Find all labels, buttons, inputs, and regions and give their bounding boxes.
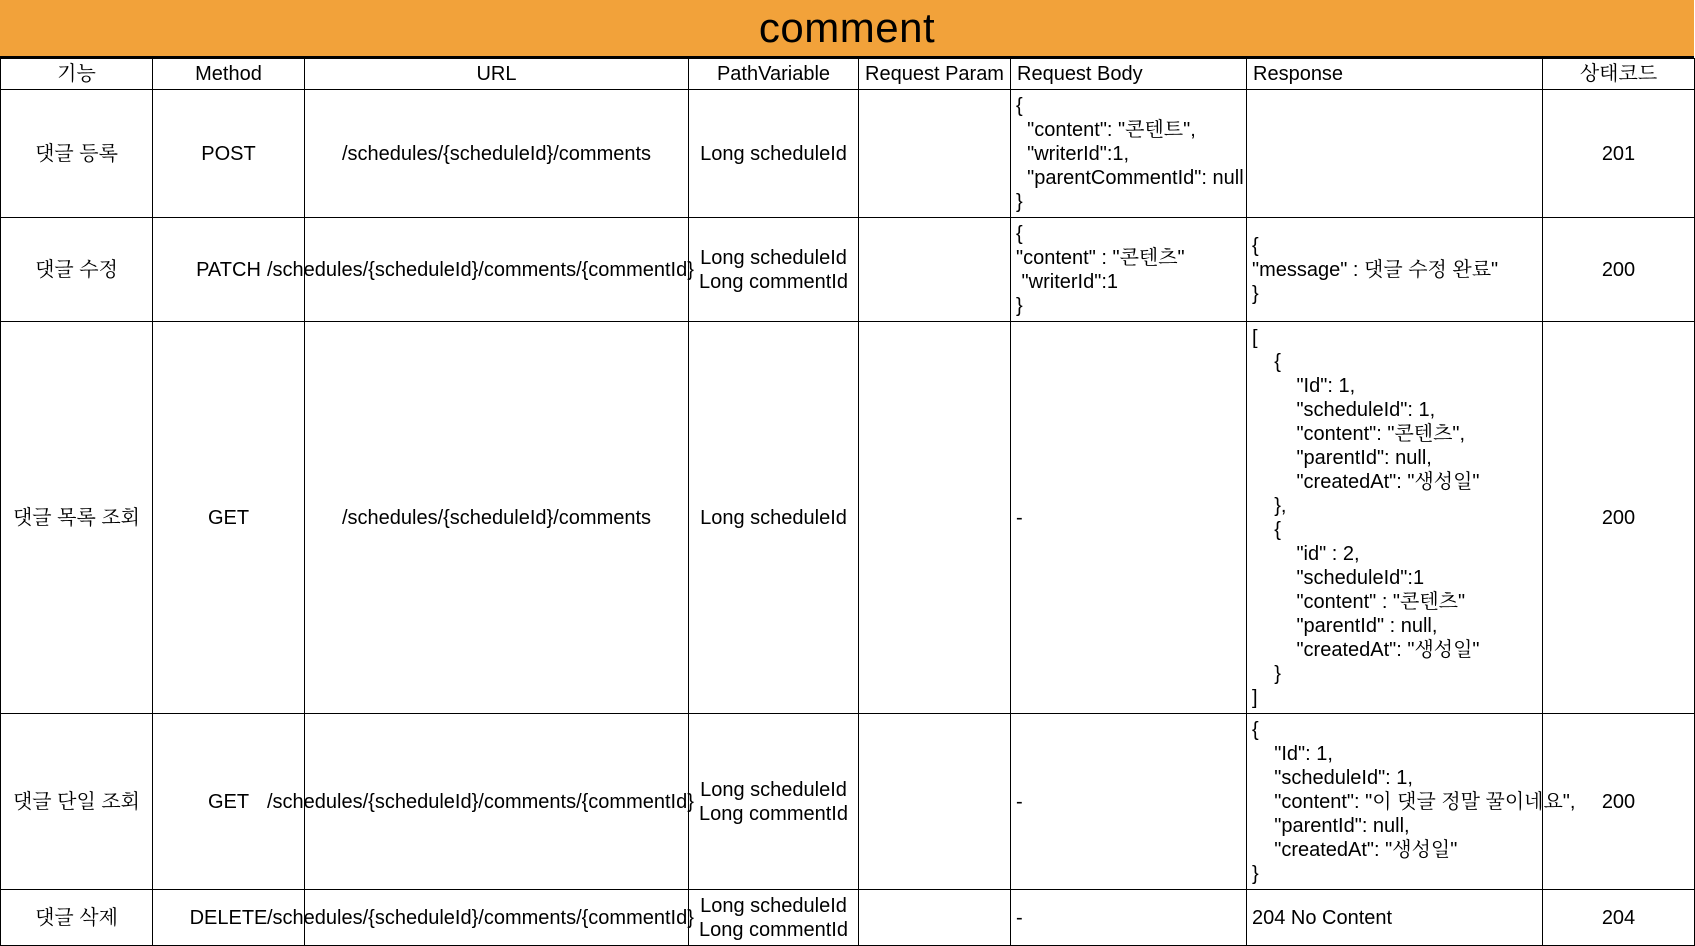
cell-request-body[interactable]	[1011, 218, 1247, 322]
header-url[interactable]: URL	[305, 59, 689, 90]
cell-feature[interactable]: 댓글 목록 조회	[1, 322, 153, 714]
cell-method[interactable]: GET	[153, 322, 305, 714]
cell-path-variable-text: Long scheduleId	[700, 142, 847, 165]
header-row	[1, 59, 1695, 90]
cell-path-variable[interactable]	[689, 714, 859, 890]
header-feature[interactable]: 기능	[1, 59, 153, 90]
cell-request-param[interactable]	[859, 218, 1011, 322]
cell-response[interactable]	[1247, 890, 1543, 946]
cell-url[interactable]	[267, 890, 694, 946]
cell-request-body-text: { "content": "콘텐트", "writerId":1, "parentCommentId": null }	[1016, 94, 1244, 213]
cell-status-code[interactable]: 200	[1543, 218, 1695, 322]
header-method[interactable]: Method	[153, 59, 305, 90]
cell-method[interactable]: POST	[153, 90, 305, 218]
cell-status-code[interactable]: 200	[1543, 714, 1695, 890]
cell-status-code[interactable]: 200	[1543, 322, 1695, 714]
cell-path-variable[interactable]	[689, 90, 859, 218]
cell-request-param[interactable]	[859, 90, 1011, 218]
sheet-title-bar	[0, 0, 1694, 58]
cell-url[interactable]: /schedules/{scheduleId}/comments	[305, 90, 689, 218]
cell-feature[interactable]: 댓글 삭제	[1, 890, 153, 946]
cell-feature[interactable]: 댓글 수정	[1, 218, 153, 322]
header-status-code[interactable]: 상태코드	[1543, 59, 1695, 90]
cell-url[interactable]: /schedules/{scheduleId}/comments	[305, 322, 689, 714]
cell-method[interactable]: GET	[153, 714, 305, 890]
cell-path-variable[interactable]	[689, 322, 859, 714]
header-request-body[interactable]: Request Body	[1011, 59, 1247, 90]
cell-request-body-text: -	[1016, 790, 1023, 813]
cell-request-body[interactable]	[1011, 322, 1247, 714]
table-row	[1, 714, 1695, 890]
table-row	[1, 890, 1695, 946]
sheet-title: comment	[758, 4, 936, 51]
cell-response-text: 204 No Content	[1252, 906, 1393, 929]
cell-response-text: { "message" : 댓글 수정 완료" }	[1252, 234, 1499, 305]
header-request-param[interactable]: Request Param	[859, 59, 1011, 90]
cell-response-text: [ { "Id": 1, "scheduleId": 1, "content": "콘텐츠", "parentId": null, "createdAt": "생성일" }, { "id" : 2, "scheduleId":1 "content" : "콘텐츠" "parentId" : null, "createdAt": "생성일" } ]	[1252, 326, 1480, 709]
cell-request-body[interactable]	[1011, 890, 1247, 946]
cell-request-body-text: -	[1016, 906, 1023, 929]
api-spec-table	[0, 58, 1695, 946]
cell-path-variable[interactable]	[689, 218, 859, 322]
cell-status-code[interactable]: 201	[1543, 90, 1695, 218]
cell-path-variable-text: Long scheduleId Long commentId	[699, 778, 848, 825]
cell-feature[interactable]: 댓글 단일 조회	[1, 714, 153, 890]
cell-request-body[interactable]	[1011, 90, 1247, 218]
header-path-variable[interactable]: PathVariable	[689, 59, 859, 90]
cell-request-param[interactable]	[859, 322, 1011, 714]
cell-response[interactable]	[1247, 322, 1543, 714]
header-response[interactable]: Response	[1247, 59, 1543, 90]
cell-path-variable-text: Long scheduleId Long commentId	[699, 246, 848, 293]
cell-request-body-text: -	[1016, 506, 1023, 529]
table-row	[1, 90, 1695, 218]
cell-url[interactable]	[267, 218, 694, 322]
cell-response[interactable]	[1247, 714, 1576, 890]
cell-method[interactable]: PATCH	[153, 218, 305, 322]
cell-request-body[interactable]	[1011, 714, 1247, 890]
cell-method[interactable]: DELETE	[153, 890, 305, 946]
cell-path-variable-text: Long scheduleId	[700, 506, 847, 529]
cell-feature[interactable]: 댓글 등록	[1, 90, 153, 218]
cell-url-text: /schedules/{scheduleId}/comments/{commentId}	[267, 258, 694, 281]
cell-response[interactable]	[1247, 90, 1543, 218]
cell-status-code[interactable]: 204	[1543, 890, 1695, 946]
cell-path-variable-text: Long scheduleId Long commentId	[699, 894, 848, 941]
cell-request-body-text: { "content" : "콘텐츠" "writerId":1 }	[1016, 222, 1185, 317]
cell-response-text: { "Id": 1, "scheduleId": 1, "content": "이 댓글 정말 꿀이네요", "parentId": null, "createdAt": "생성일" }	[1252, 718, 1576, 885]
cell-response[interactable]	[1247, 218, 1543, 322]
table-row	[1, 218, 1695, 322]
cell-url[interactable]	[267, 714, 694, 890]
cell-path-variable[interactable]	[689, 890, 859, 946]
cell-request-param[interactable]	[859, 890, 1011, 946]
cell-url-text: /schedules/{scheduleId}/comments/{commentId}	[267, 790, 694, 813]
cell-request-param[interactable]	[859, 714, 1011, 890]
cell-url-text: /schedules/{scheduleId}/comments/{commentId}	[267, 906, 694, 929]
table-row	[1, 322, 1695, 714]
